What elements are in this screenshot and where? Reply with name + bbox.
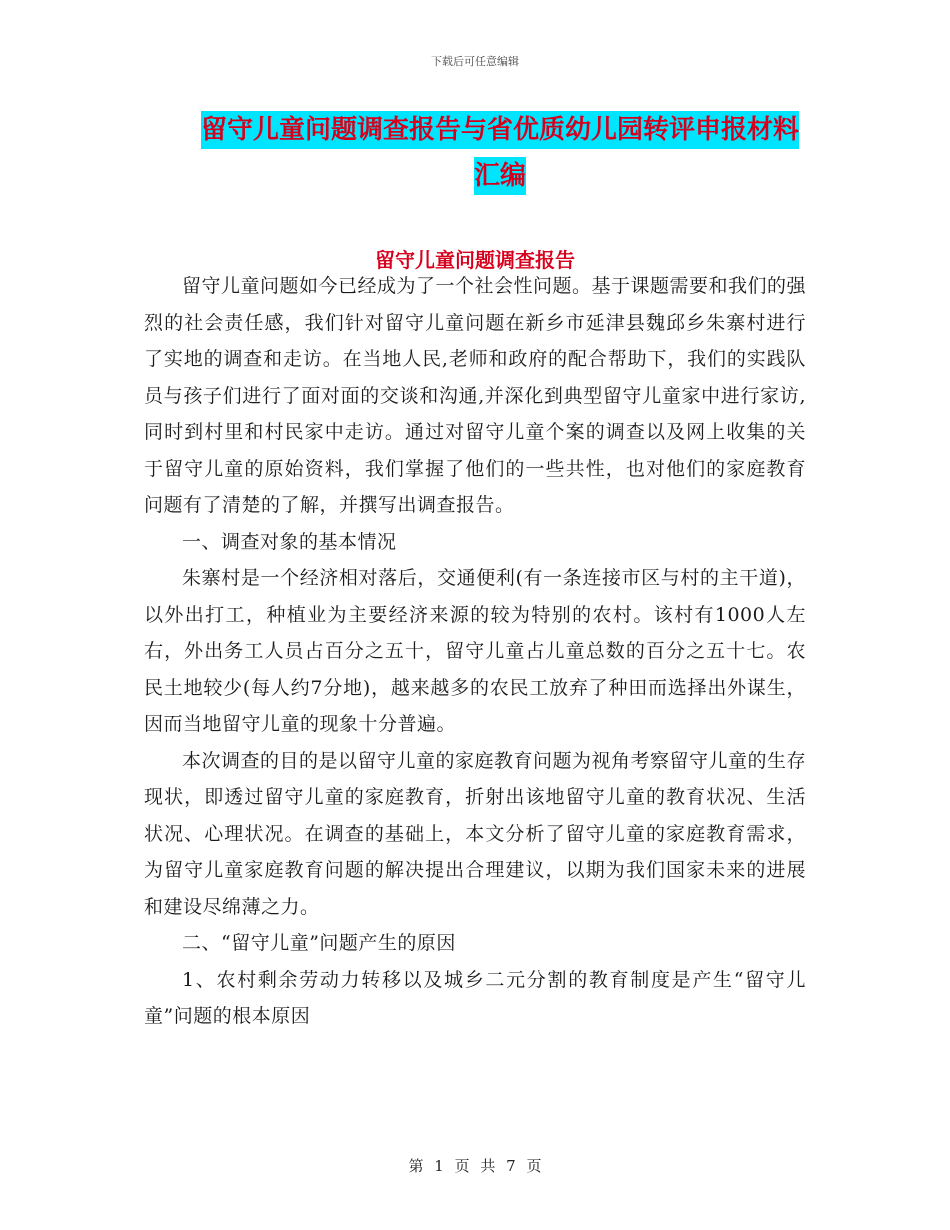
title-highlight: 留守儿童问题调查报告与省优质幼儿园转评申报材料	[201, 111, 799, 149]
title-highlight: 汇编	[474, 157, 526, 195]
paragraph-cause-1: 1、农村剩余劳动力转移以及城乡二元分割的教育制度是产生“留守儿童”问题的根本原因	[144, 968, 806, 1027]
heading-survey-subjects: 一、调查对象的基本情况	[182, 530, 397, 553]
paragraph-purpose: 本次调查的目的是以留守儿童的家庭教育问题为视角考察留守儿童的生存现状，即透过留守儿童的家庭教育，折射出该地留守儿童的教育状况、生活状况、心理状况。在调查的基础上，本文分析了留守儿童的家庭教育需求，为留守儿童家庭教育问题的解决提出合理建议，以期为我们国家未来的进展和建设尽绵薄之力。	[144, 749, 807, 918]
paragraph-village: 朱寨村是一个经济相对落后，交通便利(有一条连接市区与村的主干道)，以外出打工，种植业为主要经济来源的较为特别的农村。该村有1000人左右，外出务工人员占百分之五十，留守儿童占儿童总数的百分之五十七。农民土地较少(每人约7分地)，越来越多的农民工放弃了种田而选择出外谋生，因而当地留守儿童的现象十分普遍。	[144, 567, 806, 735]
document-title-line-2	[150, 148, 850, 204]
paragraph-intro: 留守儿童问题如今已经成为了一个社会性问题。基于课题需要和我们的强烈的社会责任感，我们针对留守儿童问题在新乡市延津县魏邱乡朱寨村进行了实地的调查和走访。在当地人民,老师和政府的配合帮助下，我们的实践队员与孩子们进行了面对面的交谈和沟通,并深化到典型留守儿童家中进行家访,同时到村里和村民家中走访。通过对留守儿童个案的调查以及网上收集的关于留守儿童的原始资料，我们掌握了他们的一些共性，也对他们的家庭教育问题有了清楚的了解，并撰写出调查报告。	[144, 275, 807, 516]
page-footer: 第 1 页 共 7 页	[408, 1157, 542, 1175]
heading-causes: 二、“留守儿童”问题产生的原因	[182, 932, 456, 954]
section-title: 留守儿童问题调查报告	[375, 248, 575, 272]
document-body	[144, 268, 806, 1035]
header-note: 下载后可任意编辑	[431, 55, 519, 68]
